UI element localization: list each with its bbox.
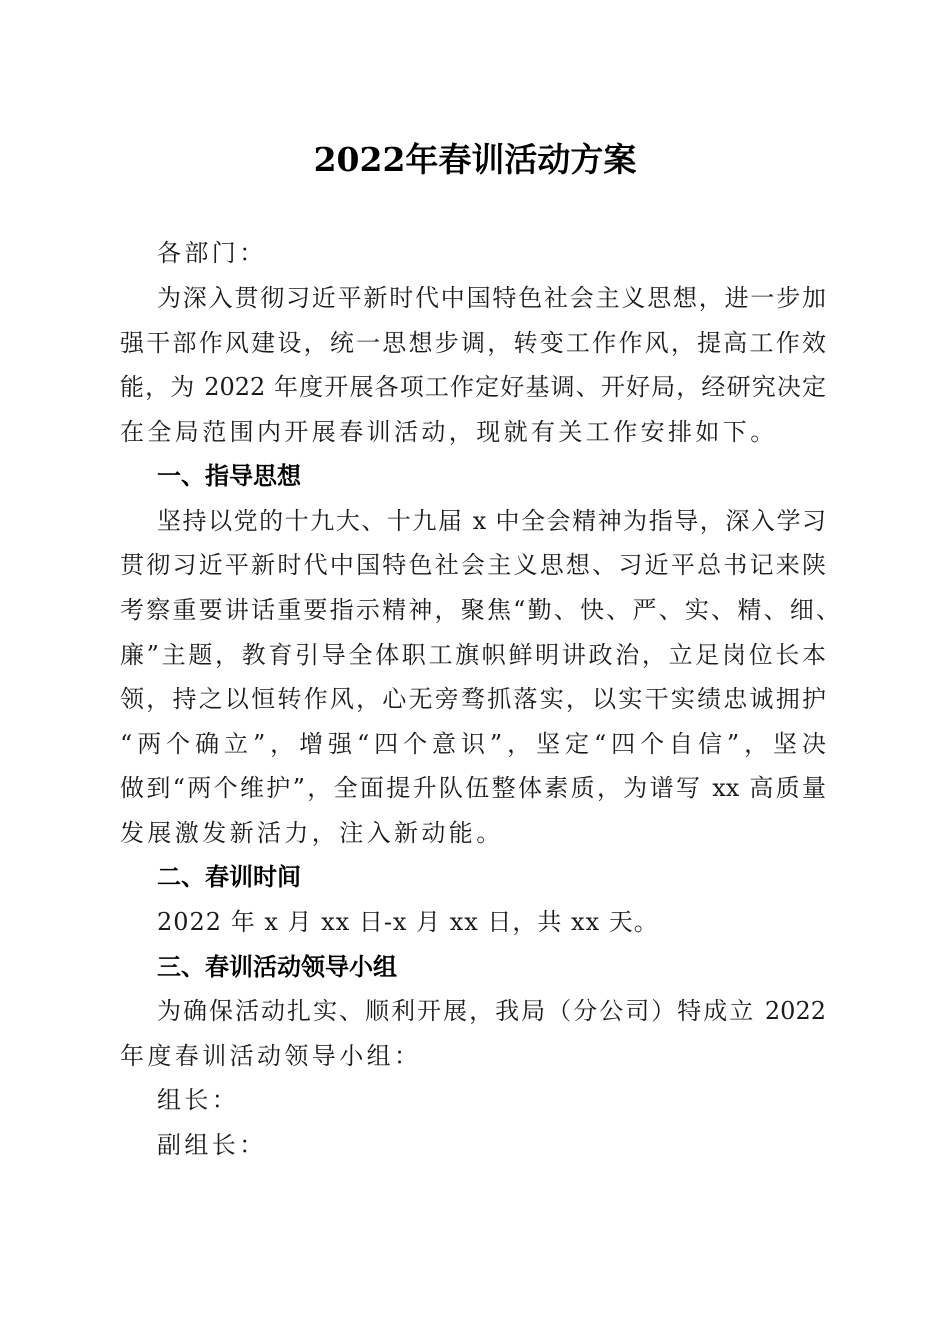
intro-line-2: 强干部作风建设，统一思想步调，转变工作作风，提高工作效 [120, 329, 826, 357]
section1-line-4: 廉”主题，教育引导全体职工旗帜鲜明讲政治，立足岗位长本 [120, 641, 826, 669]
section1-line-2: 贯彻习近平新时代中国特色社会主义思想、习近平总书记来陕 [120, 551, 826, 579]
section2-line-1: 2022 年 x 月 xx 日-x 月 xx 日，共 xx 天。 [157, 908, 659, 936]
section-heading-training-time: 二、春训时间 [157, 863, 301, 891]
group-leader-label: 组长： [157, 1086, 240, 1114]
section3-line-2: 年度春训活动领导小组： [120, 1042, 422, 1070]
section3-line-1: 为确保活动扎实、顺利开展，我局（分公司）特成立 2022 [157, 997, 826, 1025]
section1-line-3: 考察重要讲话重要指示精神，聚焦“勤、快、严、实、精、细、 [120, 596, 840, 624]
section-heading-leadership-group: 三、春训活动领导小组 [157, 953, 397, 981]
section-heading-guiding-thought: 一、指导思想 [157, 462, 301, 490]
section1-line-7: 做到“两个维护”，全面提升队伍整体素质，为谱写 xx 高质量 [120, 774, 826, 802]
section1-line-1: 坚持以党的十九大、十九届 x 中全会精神为指导，深入学习 [157, 507, 826, 535]
intro-line-3: 能，为 2022 年度开展各项工作定好基调、开好局，经研究决定 [120, 373, 826, 401]
deputy-group-leader-label: 副组长： [157, 1131, 267, 1159]
salutation: 各部门： [157, 239, 267, 267]
section1-line-6: “两个确立”，增强“四个意识”，坚定“四个自信”，坚决 [120, 730, 826, 758]
document-title: 2022年春训活动方案 [313, 140, 637, 179]
intro-line-4: 在全局范围内开展春训活动，现就有关工作安排如下。 [120, 418, 778, 446]
section1-line-8: 发展激发新活力，注入新动能。 [120, 819, 504, 847]
section1-line-5: 领，持之以恒转作风，心无旁骛抓落实，以实干实绩忠诚拥护 [120, 685, 826, 713]
intro-line-1: 为深入贯彻习近平新时代中国特色社会主义思想，进一步加 [157, 284, 826, 312]
